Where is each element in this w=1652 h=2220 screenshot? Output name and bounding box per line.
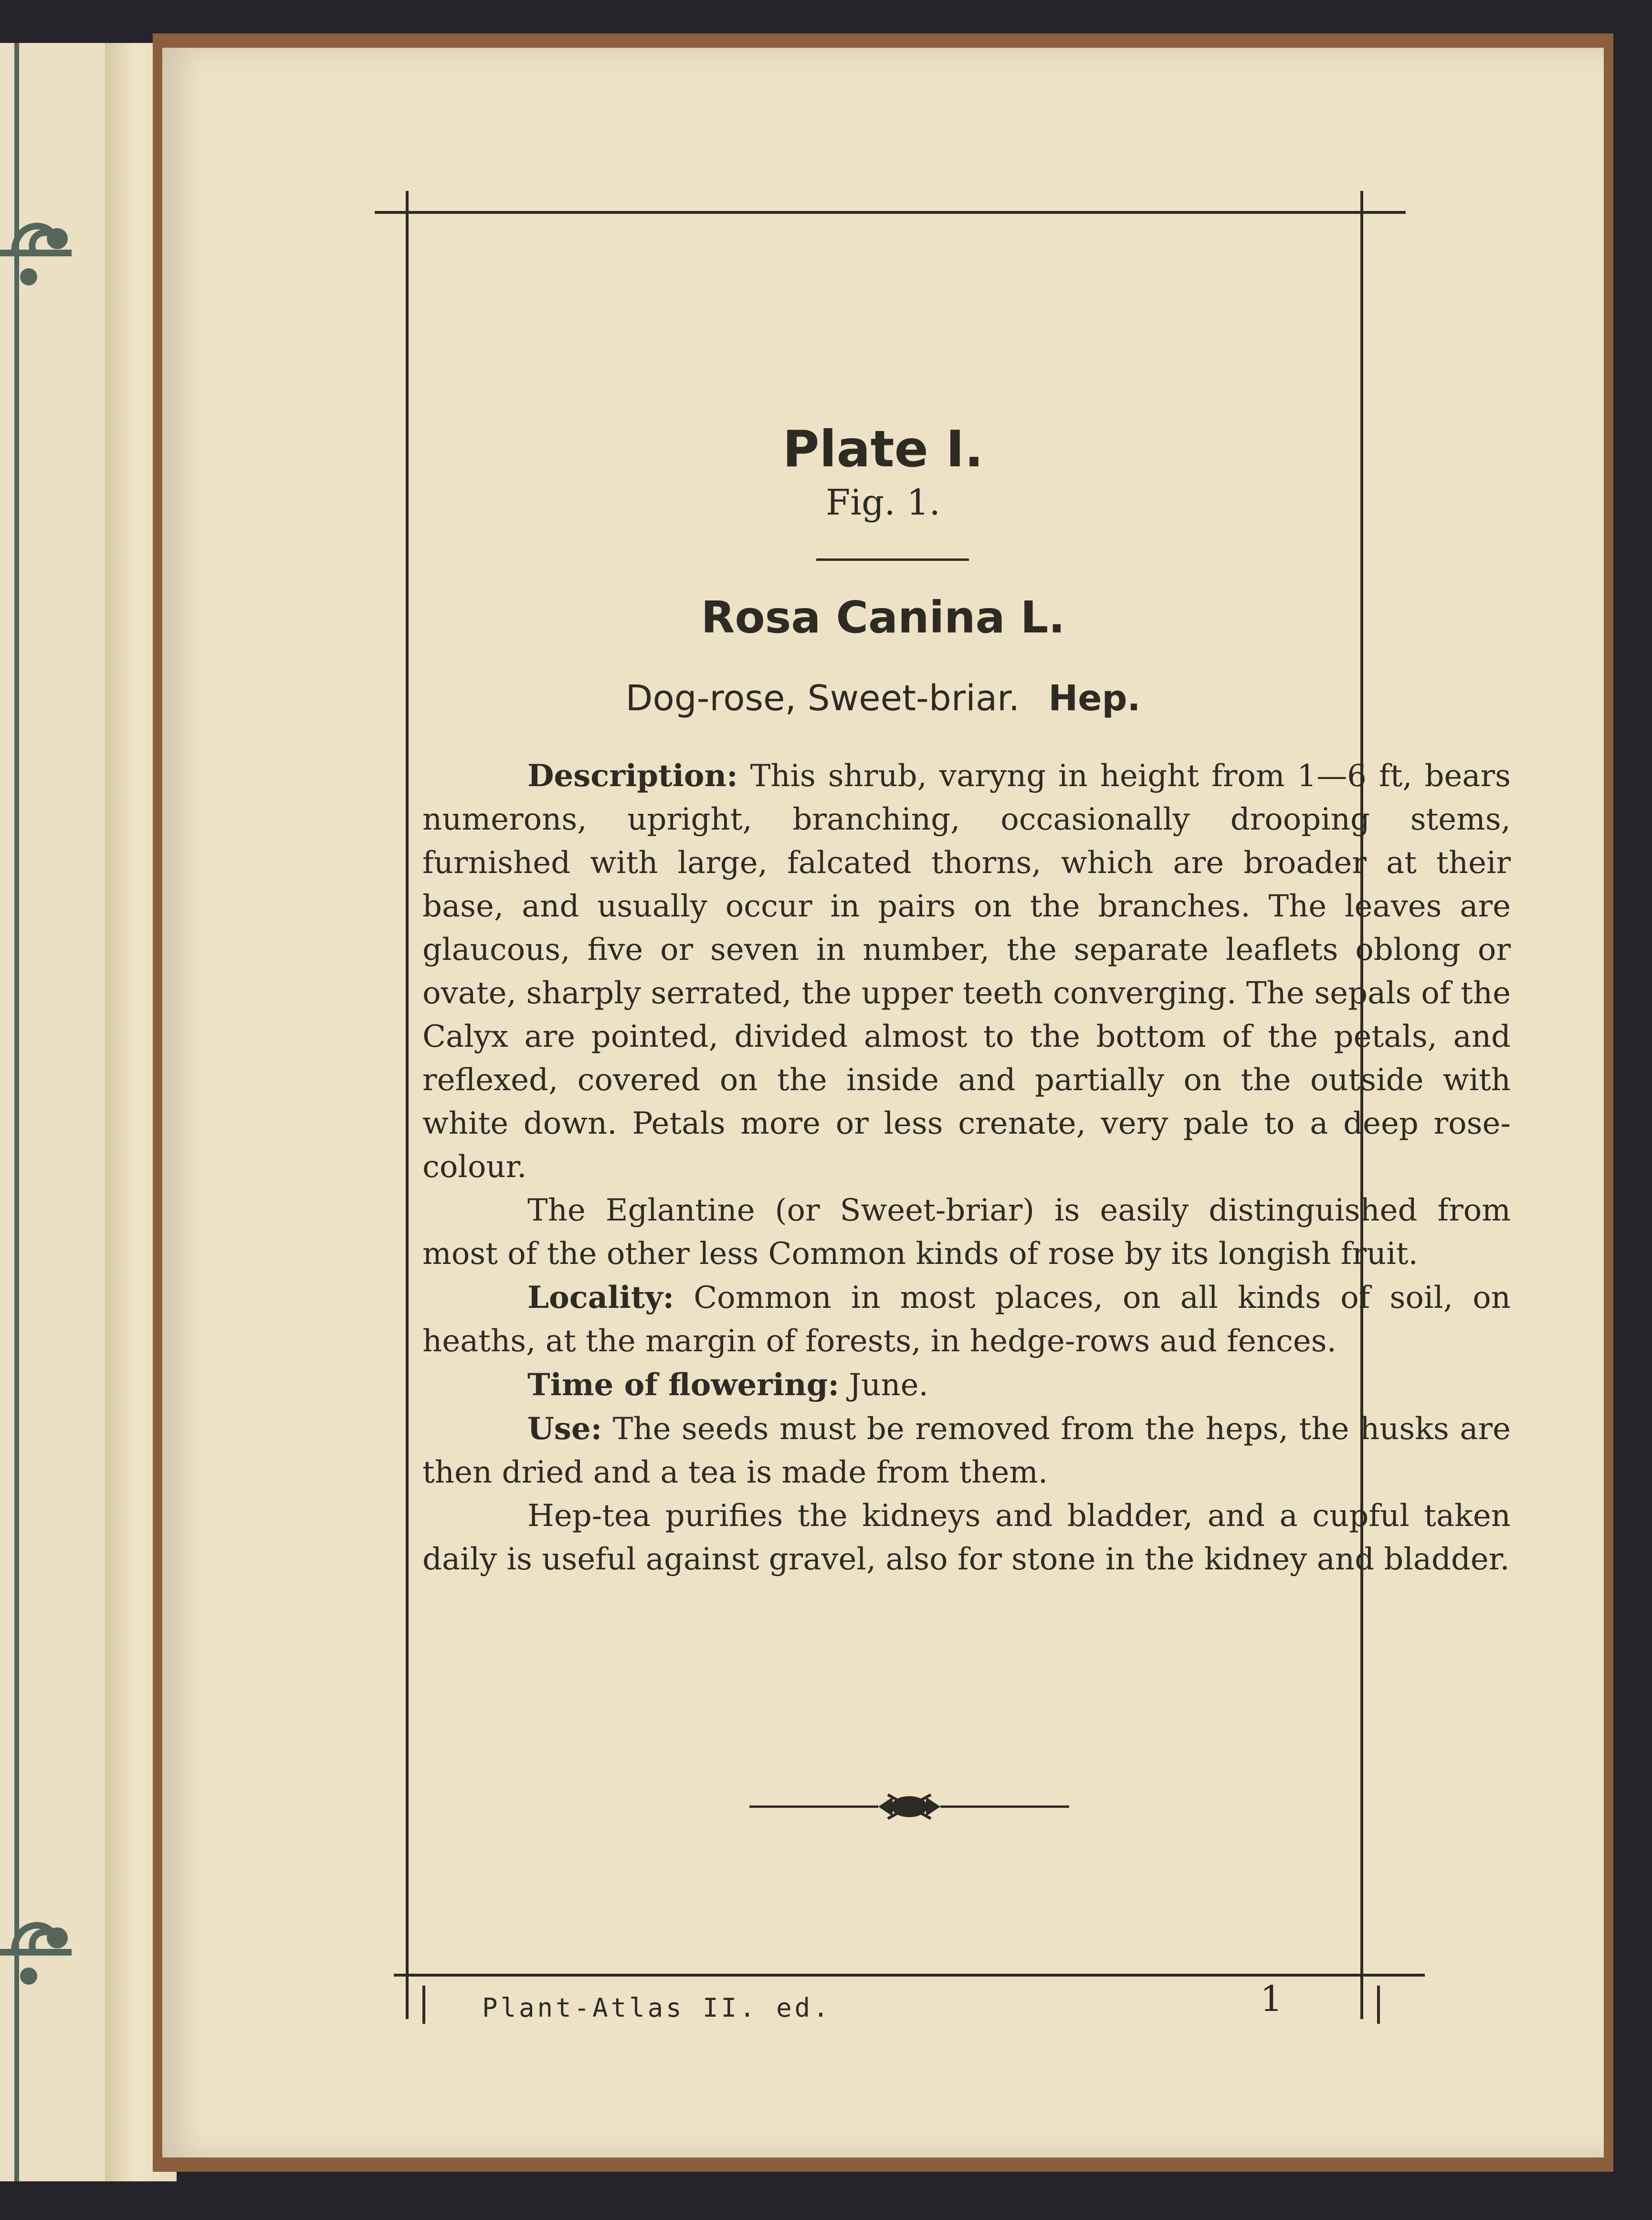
description-paragraph <box>422 754 1511 1189</box>
figure-label: Fig. 1. <box>825 482 941 523</box>
plate-title: Plate I. <box>782 420 984 478</box>
eglantine-paragraph: The Eglantine (or Sweet-briar) is easily distinguished from most of the other less Common kinds of rose by its longish fruit. <box>422 1193 1511 1272</box>
use-text: The seeds must be removed from the heps, the husks are then dried and a tea is made from them. <box>422 1411 1511 1490</box>
floral-ornament-icon <box>0 1904 76 2000</box>
common-name-extra: Hep. <box>1048 678 1141 719</box>
frame-top-rule <box>375 211 1406 214</box>
plant-description-body <box>422 754 1511 1581</box>
locality-label: Locality: <box>527 1280 674 1315</box>
ornamental-border <box>0 43 19 2181</box>
footer-book-title: Plant-Atlas II. ed. <box>482 1993 831 2023</box>
locality-text: Common in most places, on all kinds of soil, on heaths, at the margin of forests, in hedge-rows aud fences. <box>422 1280 1511 1359</box>
description-label: Description: <box>527 758 738 794</box>
page-number: 1 <box>1260 1978 1283 2020</box>
frame-bottom-rule <box>394 1974 1425 1977</box>
floral-ornament-icon <box>0 205 76 301</box>
common-names-text: Dog-rose, Sweet-briar. <box>625 678 1020 719</box>
flowering-label: Time of flowering: <box>527 1367 840 1403</box>
flowering-text: June. <box>849 1368 928 1403</box>
facing-page-edge <box>0 43 121 2181</box>
species-latin-name: Rosa Canina L. <box>701 592 1065 643</box>
heptea-paragraph: Hep-tea purifies the kidneys and bladder, and a cupful taken daily is useful against gravel, also for stone in the kidney and bladder. <box>422 1498 1511 1577</box>
flowering-paragraph <box>422 1363 1511 1407</box>
footer-right-tick <box>1377 1986 1380 2024</box>
use-paragraph <box>422 1407 1511 1494</box>
locality-paragraph <box>422 1276 1511 1363</box>
description-text: This shrub, varyng in height from 1—6 ft, bears numerons, upright, branching, occasionally drooping stems, furnished with large, falcated thorns, which are broader at their base, and usually occur in pairs on the branches. The leaves are glaucous, five or seven in number, the separate leaflets oblong or ovate, sharply serrated, the upper teeth converging. The sepals of the Calyx are pointed, divided almost to the bottom of the petals, and reflexed, covered on the inside and partially on the outside with white down. Petals more or less crenate, very pale to a deep rose-colour. <box>422 758 1511 1185</box>
species-common-names <box>162 678 1604 719</box>
title-divider <box>816 558 969 561</box>
footer-left-tick <box>422 1986 425 2024</box>
fleuron-ornament-icon <box>749 1785 1069 1828</box>
book-page <box>162 48 1604 2157</box>
use-label: Use: <box>527 1411 602 1447</box>
